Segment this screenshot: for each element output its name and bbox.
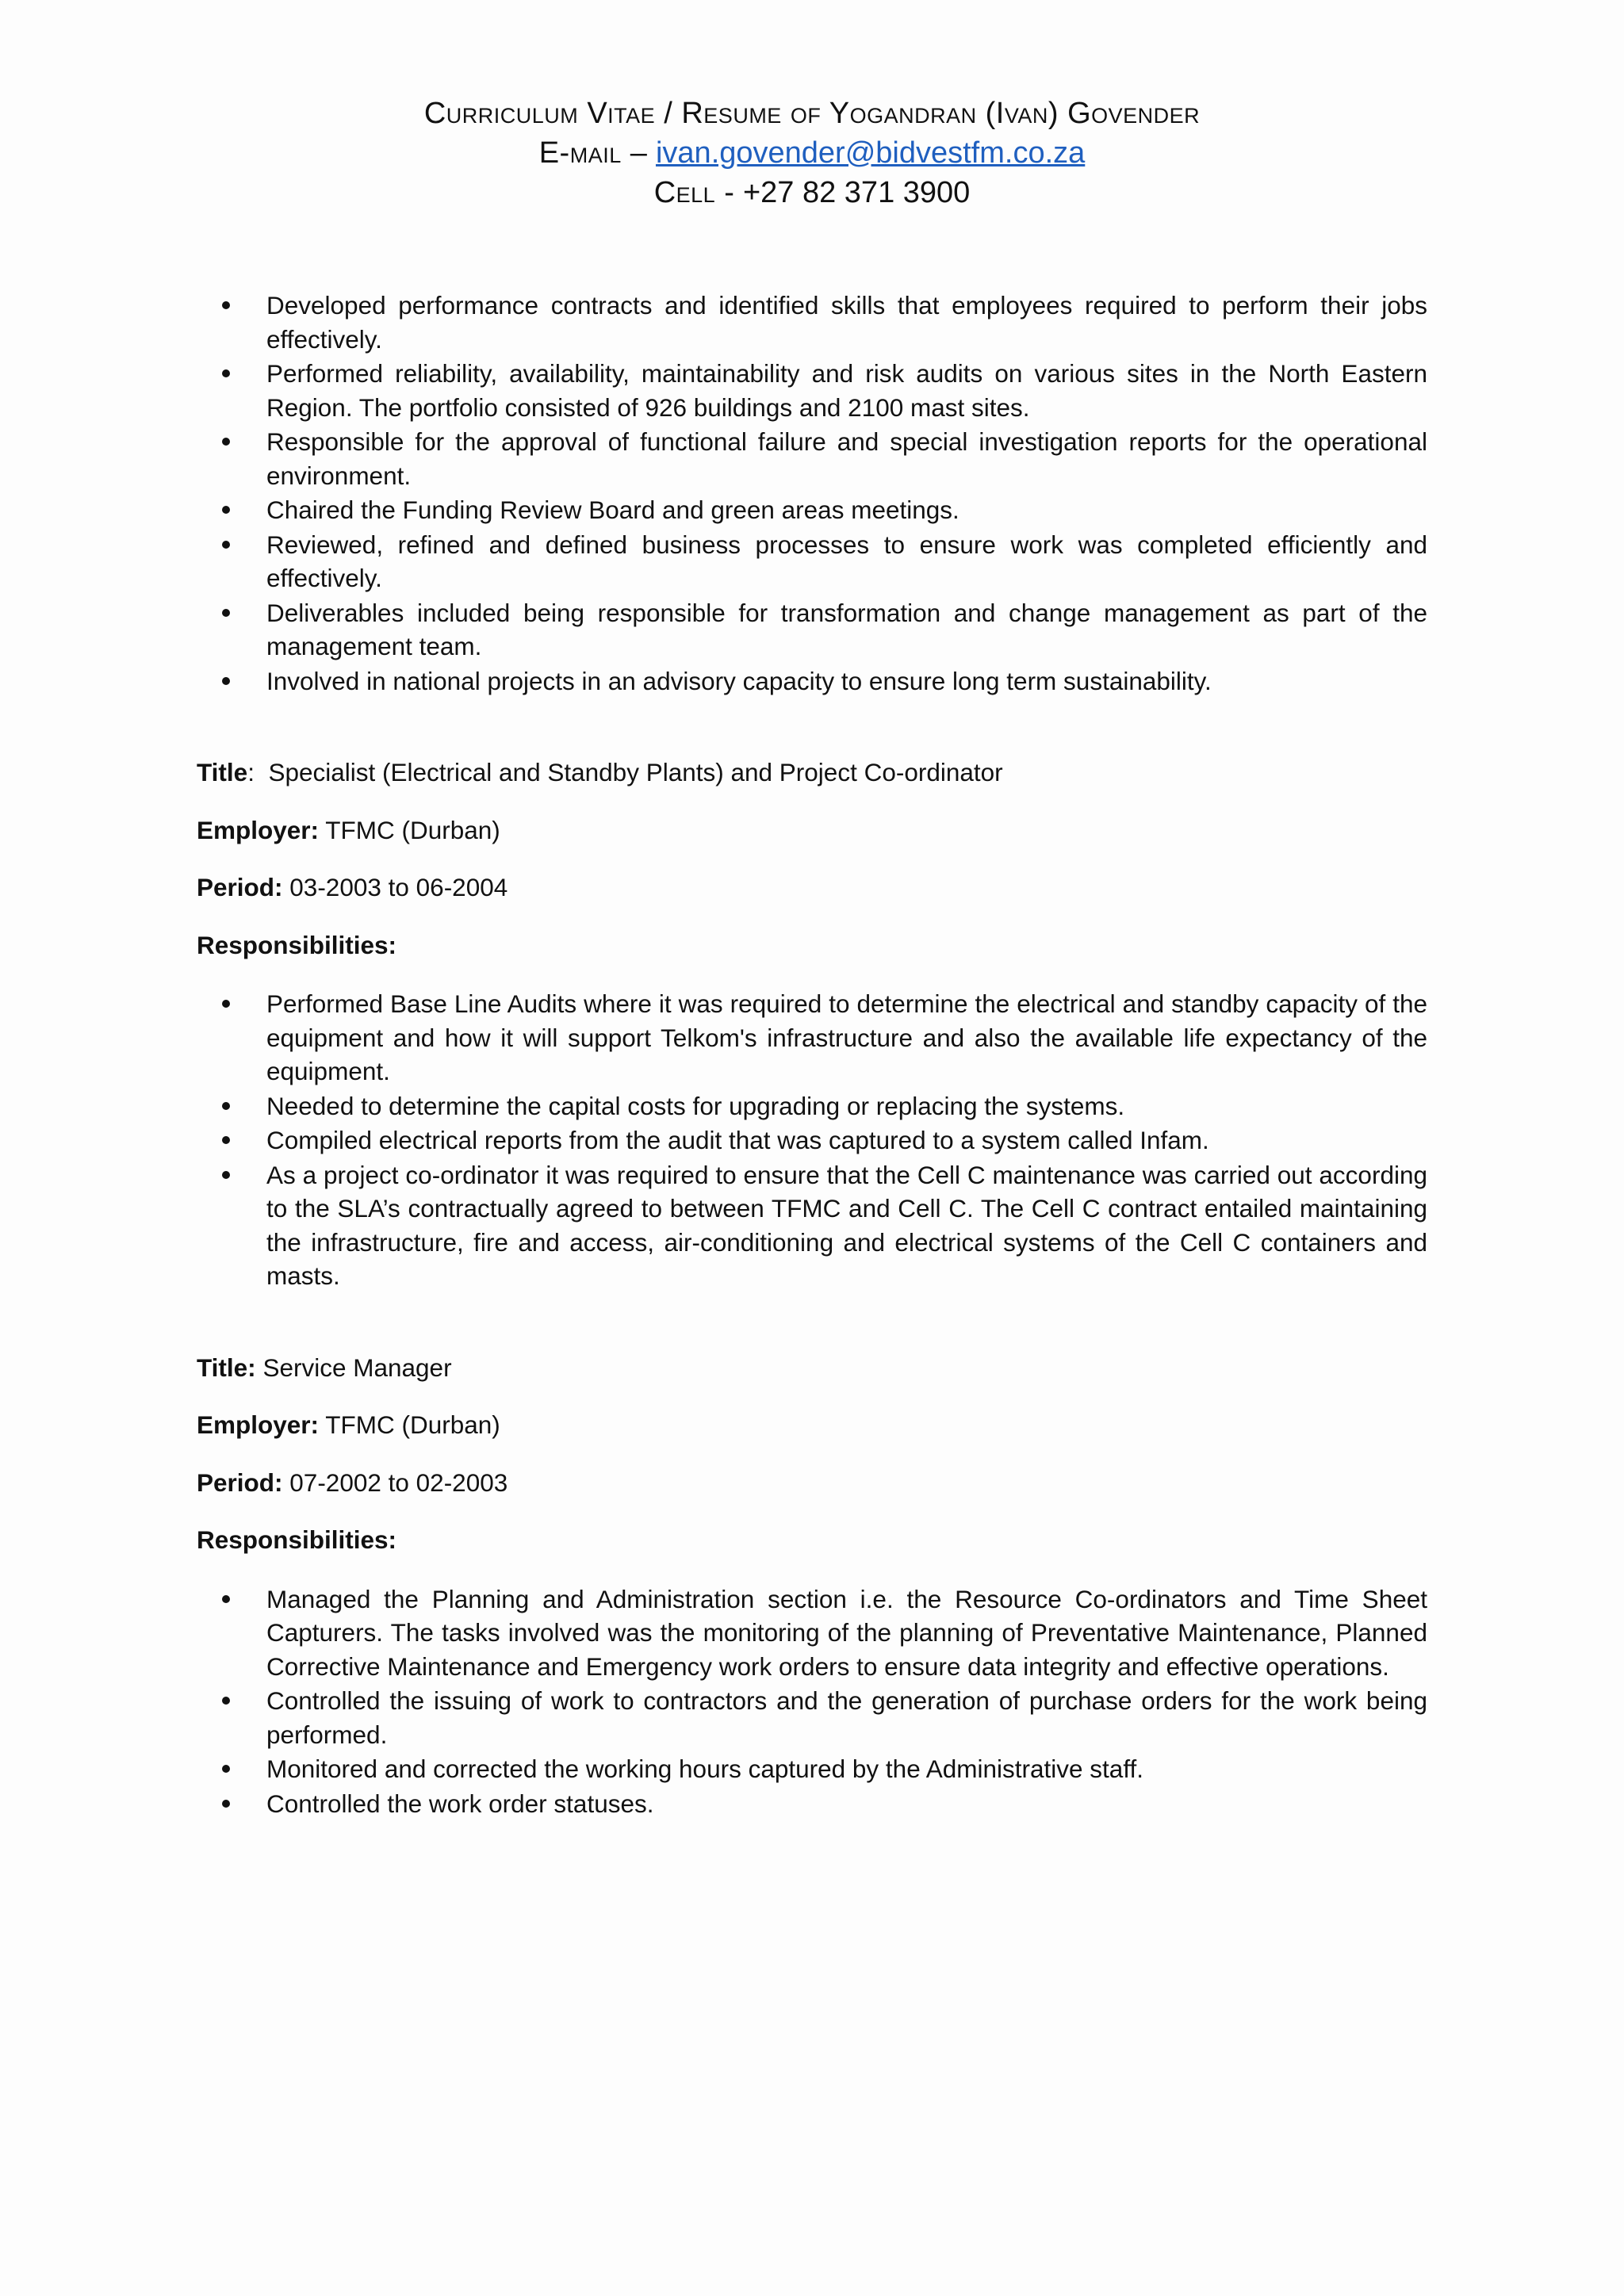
job-title-label: Title xyxy=(197,758,248,786)
cell-label: Cell - xyxy=(653,176,735,209)
list-item: Controlled the work order statuses. xyxy=(197,1787,1427,1821)
period-value: 07-2002 to 02-2003 xyxy=(289,1468,508,1497)
responsibilities-label: Responsibilities: xyxy=(197,1525,397,1554)
list-item: Performed Base Line Audits where it was required to determine the electrical and standby capacity of the equipment and how it will support Telkom's infrastructure and also the available life expectancy of the equipment. xyxy=(197,987,1427,1089)
employer-value: TFMC (Durban) xyxy=(325,815,500,844)
list-item: Needed to determine the capital costs for upgrading or replacing the systems. xyxy=(197,1089,1427,1123)
job-entry-service-manager xyxy=(197,1351,1427,1821)
list-item: Managed the Planning and Administration section i.e. the Resource Co-ordinators and Time Sheet Capturers. The tasks involved was the monitoring of the planning of Preventative Maintenance, Planned Corrective Maintenance and Emergency work orders to ensure data integrity and effective operations. xyxy=(197,1582,1427,1684)
employer-line xyxy=(197,1408,1427,1442)
job-title-label: Title: xyxy=(197,1353,256,1382)
list-item: Performed reliability, availability, maintainability and risk audits on various sites in the North Eastern Region. The portfolio consisted of 926 buildings and 2100 mast sites. xyxy=(197,357,1427,424)
period-label: Period: xyxy=(197,873,283,901)
list-item: Controlled the issuing of work to contractors and the generation of purchase orders for the work being performed. xyxy=(197,1684,1427,1751)
list-item: Responsible for the approval of functional failure and special investigation reports for the operational environment. xyxy=(197,425,1427,492)
period-line xyxy=(197,871,1427,905)
list-item: Developed performance contracts and identified skills that employees required to perform their jobs effectively. xyxy=(197,289,1427,356)
responsibilities-list xyxy=(197,987,1427,1293)
job-entry-specialist xyxy=(197,756,1427,1293)
period-line xyxy=(197,1466,1427,1500)
job-title-line xyxy=(197,1351,1427,1385)
list-item: Deliverables included being responsible for transformation and change management as part of the management team. xyxy=(197,596,1427,664)
responsibilities-list xyxy=(197,1582,1427,1821)
employer-label: Employer: xyxy=(197,1410,320,1439)
period-label: Period: xyxy=(197,1468,283,1497)
responsibilities-label: Responsibilities: xyxy=(197,930,397,959)
cell-line xyxy=(0,173,1624,212)
document-title: Curriculum Vitae / Resume of Yogandran (Ivan) Govender xyxy=(423,97,1201,130)
employer-value: TFMC (Durban) xyxy=(325,1410,500,1439)
responsibilities-heading xyxy=(197,928,1427,962)
list-item: Monitored and corrected the working hours captured by the Administrative staff. xyxy=(197,1752,1427,1786)
list-item: As a project co-ordinator it was required to ensure that the Cell C maintenance was carried out according to the SLA’s contractually agreed to between TFMC and Cell C. The Cell C contract entailed maintaining the infrastructure, fire and access, air-conditioning and electrical systems of the Cell C containers and masts. xyxy=(197,1158,1427,1293)
previous-role-responsibilities xyxy=(197,289,1427,698)
job-title-line xyxy=(197,756,1427,790)
list-item: Involved in national projects in an advisory capacity to ensure long term sustainability. xyxy=(197,664,1427,698)
email-label: E-mail – xyxy=(538,136,648,170)
cell-number: +27 82 371 3900 xyxy=(742,176,971,209)
responsibilities-heading xyxy=(197,1523,1427,1557)
employer-label: Employer: xyxy=(197,815,320,844)
job-title-separator: : xyxy=(247,758,269,786)
list-item: Reviewed, refined and defined business processes to ensure work was completed efficiently and effectively. xyxy=(197,528,1427,595)
list-item: Chaired the Funding Review Board and green areas meetings. xyxy=(197,493,1427,527)
email-line xyxy=(0,133,1624,173)
cv-header xyxy=(0,94,1624,212)
cv-body xyxy=(197,289,1427,1821)
email-link[interactable]: ivan.govender@bidvestfm.co.za xyxy=(655,136,1086,170)
list-item: Compiled electrical reports from the audit that was captured to a system called Infam. xyxy=(197,1123,1427,1158)
job-title: Service Manager xyxy=(262,1353,452,1382)
period-value: 03-2003 to 06-2004 xyxy=(289,873,508,901)
employer-line xyxy=(197,813,1427,848)
job-title: Specialist (Electrical and Standby Plants) and Project Co-ordinator xyxy=(268,758,1003,786)
